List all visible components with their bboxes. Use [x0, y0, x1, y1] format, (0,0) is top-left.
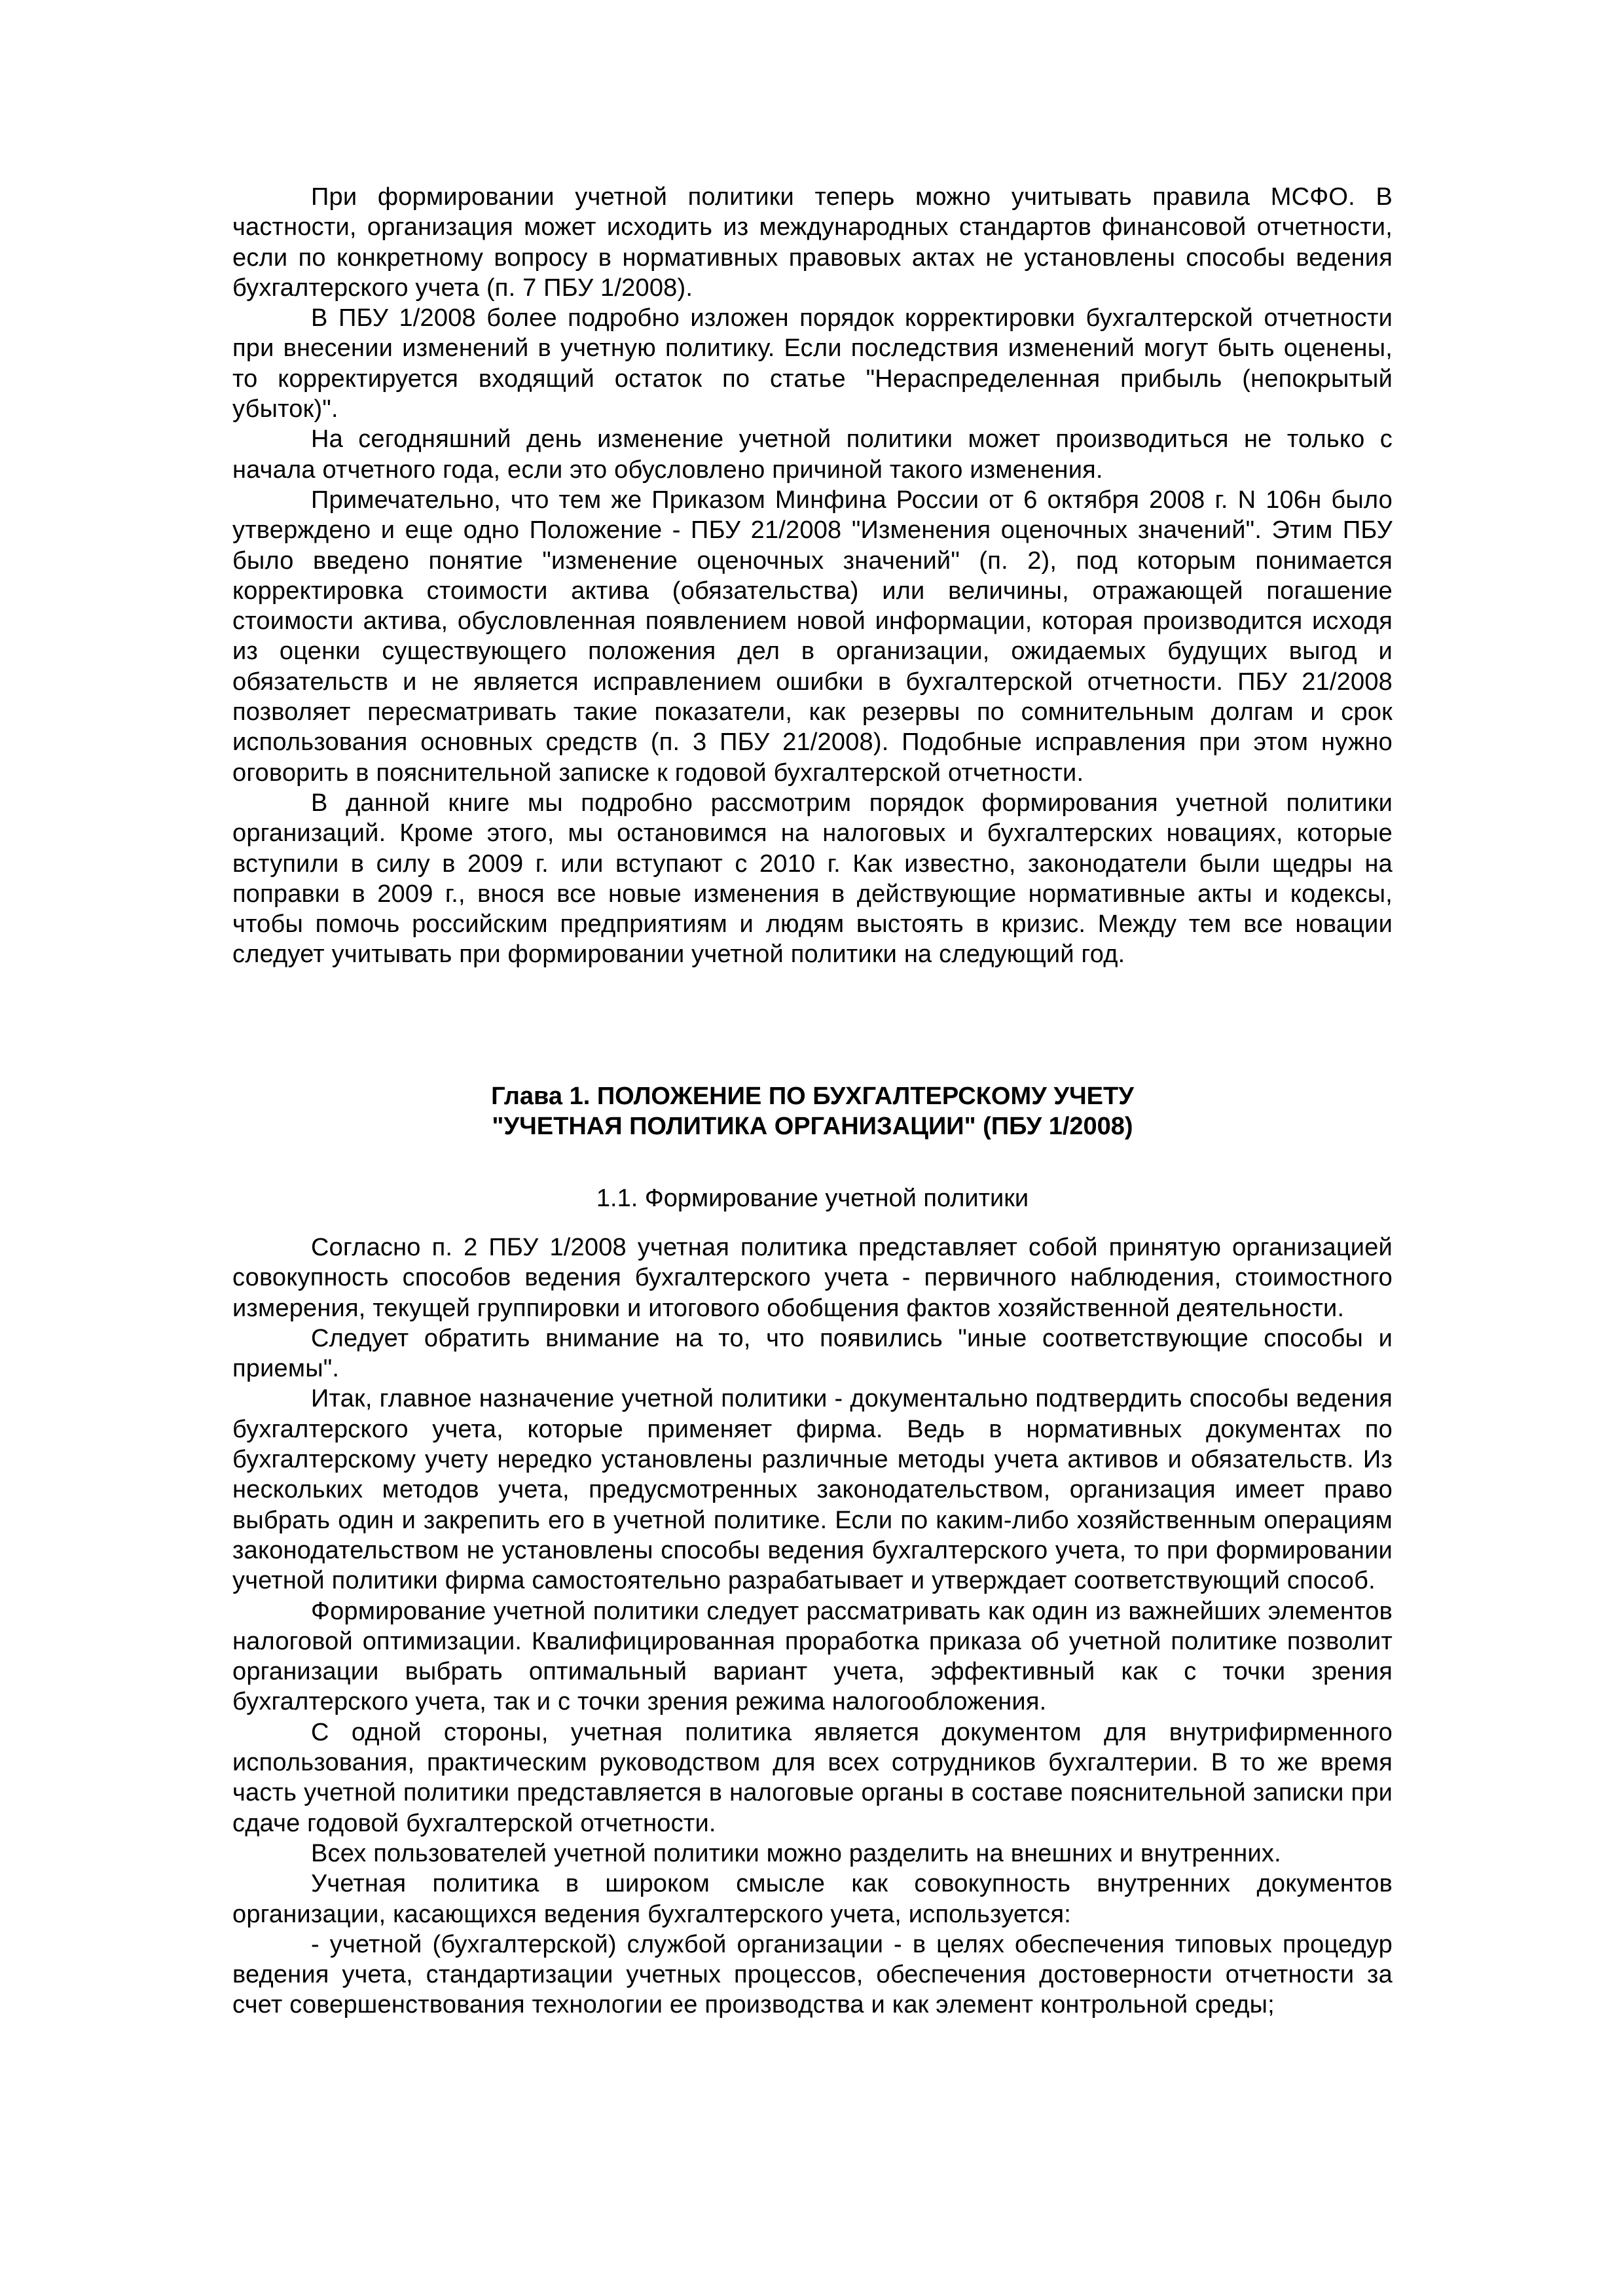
chapter-heading	[232, 1081, 1393, 1141]
paragraph: Согласно п. 2 ПБУ 1/2008 учетная политика представляет собой принятую организацией совокупность способов ведения бухгалтерского учета - первичного наблюдения, стоимостного измерения, текущей группировки и итогового обобщения фактов хозяйственной деятельности.	[232, 1234, 1393, 1322]
paragraph: В ПБУ 1/2008 более подробно изложен порядок корректировки бухгалтерской отчетности при внесении изменений в учетную политику. Если последствия изменений могут быть оценены, то корректируется входящий остаток по статье "Нераспределенная прибыль (непокрытый убыток)".	[232, 304, 1393, 423]
paragraph: С одной стороны, учетная политика является документом для внутрифирменного использования, практическим руководством для всех сотрудников бухгалтерии. В то же время часть учетной политики представляется в налоговые органы в составе пояснительной записки при сдаче годовой бухгалтерской отчетности.	[232, 1718, 1393, 1837]
paragraph: Примечательно, что тем же Приказом Минфина России от 6 октября 2008 г. N 106н было утверждено и еще одно Положение - ПБУ 21/2008 "Изменения оценочных значений". Этим ПБУ было введено понятие "изменение оценочных значений" (п. 2), под которым понимается корректировка стоимости актива (обязательства) или величины, отражающей погашение стоимости актива, обусловленная появлением новой информации, которая производится исходя из оценки существующего положения дел в организации, ожидаемых будущих выгод и обязательств и не является исправлением ошибки в бухгалтерской отчетности. ПБУ 21/2008 позволяет пересматривать такие показатели, как резервы по сомнительным долгам и срок использования основных средств (п. 3 ПБУ 21/2008). Подобные исправления при этом нужно оговорить в пояснительной записке к годовой бухгалтерской отчетности.	[232, 486, 1393, 787]
paragraph: Учетная политика в широком смысле как совокупность внутренних документов организации, касающихся ведения бухгалтерского учета, используется:	[232, 1870, 1393, 1928]
paragraph: - учетной (бухгалтерской) службой организации - в целях обеспечения типовых процедур ведения учета, стандартизации учетных процессов, обеспечения достоверности отчетности за счет совершенствования технологии ее производства и как элемент контрольной среды;	[232, 1930, 1393, 2019]
chapter-title-line-1: Глава 1. ПОЛОЖЕНИЕ ПО БУХГАЛТЕРСКОМУ УЧЕТУ	[491, 1083, 1134, 1110]
paragraph: Итак, главное назначение учетной политики - документально подтвердить способы ведения бухгалтерского учета, которые применяет фирма. Ведь в нормативных документах по бухгалтерскому учету нередко установлены различные методы учета активов и обязательств. Из нескольких методов учета, предусмотренных законодательством, организация имеет право выбрать один и закрепить его в учетной политике. Если по каким-либо хозяйственным операциям законодательством не установлены способы ведения бухгалтерского учета, то при формировании учетной политики фирма самостоятельно разрабатывает и утверждает соответствующий способ.	[232, 1385, 1393, 1595]
paragraph: В данной книге мы подробно рассмотрим порядок формирования учетной политики организаций. Кроме этого, мы остановимся на налоговых и бухгалтерских новациях, которые вступили в силу в 2009 г. или вступают с 2010 г. Как известно, законодатели были щедры на поправки в 2009 г., внося все новые изменения в действующие нормативные акты и кодексы, чтобы помочь российским предприятиям и людям выстоять в кризис. Между тем все новации следует учитывать при формировании учетной политики на следующий год.	[232, 789, 1393, 969]
paragraph: Всех пользователей учетной политики можно разделить на внешних и внутренних.	[311, 1839, 1281, 1867]
chapter-title-line-2: "УЧЕТНАЯ ПОЛИТИКА ОРГАНИЗАЦИИ" (ПБУ 1/2008)	[492, 1113, 1133, 1140]
paragraph: Следует обратить внимание на то, что появились "иные соответствующие способы и приемы".	[232, 1324, 1393, 1383]
chapter-text	[232, 1232, 1393, 2020]
paragraph: При формировании учетной политики теперь можно учитывать правила МСФО. В частности, организация может исходить из международных стандартов финансовой отчетности, если по конкретному вопросу в нормативных правовых актах не установлены способы ведения бухгалтерского учета (п. 7 ПБУ 1/2008).	[232, 183, 1393, 302]
paragraph: На сегодняшний день изменение учетной политики может производиться не только с начала отчетного года, если это обусловлено причиной такого изменения.	[232, 425, 1393, 484]
intro-text	[232, 182, 1393, 970]
paragraph: Формирование учетной политики следует рассматривать как один из важнейших элементов налоговой оптимизации. Квалифицированная проработка приказа об учетной политике позволит организации выбрать оптимальный вариант учета, эффективный как с точки зрения бухгалтерского учета, так и с точки зрения режима налогообложения.	[232, 1597, 1393, 1716]
section-heading: 1.1. Формирование учетной политики	[596, 1185, 1029, 1212]
